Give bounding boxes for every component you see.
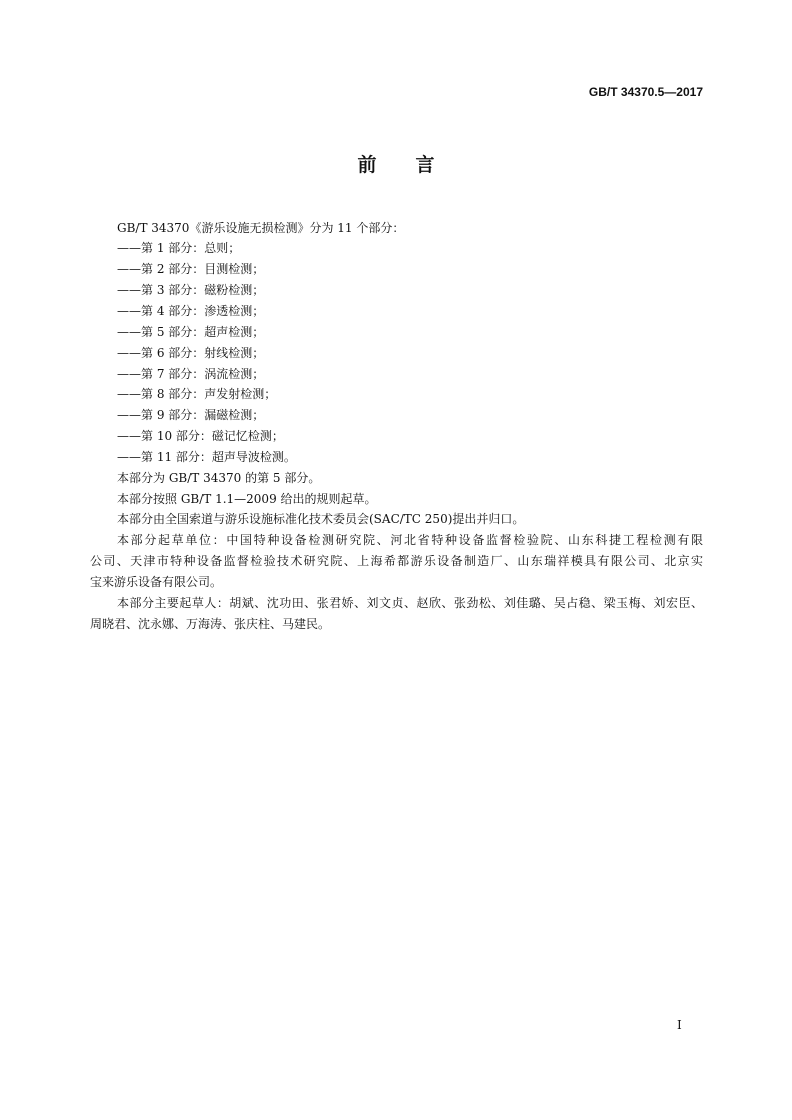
paragraph-line: 宝来游乐设备有限公司。 bbox=[90, 574, 223, 589]
part-list-item: ——第 6 部分：射线检测； bbox=[117, 345, 265, 360]
paragraph-proposer bbox=[90, 509, 703, 530]
standard-number-header: GB/T 34370.5—2017 bbox=[588, 85, 703, 99]
paragraph-line: 周晓君、沈永娜、万海涛、张庆柱、马建民。 bbox=[90, 616, 331, 631]
part-list-item: ——第 11 部分：超声导波检测。 bbox=[117, 449, 296, 464]
intro-line: GB/T 34370《游乐设施无损检测》分为 11 个部分： bbox=[117, 220, 405, 235]
part-list-item: ——第 4 部分：渗透检测； bbox=[117, 303, 265, 318]
paragraph-drafting-rules bbox=[90, 489, 703, 510]
paragraph-line: 本部分由全国索道与游乐设施标准化技术委员会(SAC/TC 250)提出并归口。 bbox=[117, 512, 525, 527]
paragraph-part-statement bbox=[90, 468, 703, 489]
part-list-item: ——第 2 部分：目测检测； bbox=[117, 262, 265, 277]
part-list-item: ——第 9 部分：漏磁检测； bbox=[117, 408, 265, 423]
paragraph-drafting-units bbox=[90, 530, 703, 593]
paragraph-line: 本部分起草单位：中国特种设备检测研究院、河北省特种设备监督检验院、山东科捷工程检测有限 bbox=[117, 533, 703, 548]
part-list-item: ——第 10 部分：磁记忆检测； bbox=[117, 429, 284, 444]
part-list-item: ——第 7 部分：涡流检测； bbox=[117, 366, 265, 381]
paragraph-line: 本部分为 GB/T 34370 的第 5 部分。 bbox=[117, 470, 321, 485]
paragraph-line: 公司、天津市特种设备监督检验技术研究院、上海希都游乐设备制造厂、山东瑞祥模具有限公司、北京实 bbox=[90, 554, 703, 569]
foreword-body bbox=[90, 218, 703, 635]
paragraph-line: 本部分主要起草人：胡斌、沈功田、张君娇、刘文贞、赵欣、张劲松、刘佳璐、吴占稳、梁玉梅、刘宏臣、 bbox=[117, 595, 703, 610]
part-list-item: ——第 8 部分：声发射检测； bbox=[117, 387, 277, 402]
paragraph-main-drafters bbox=[90, 593, 703, 635]
part-list-item: ——第 5 部分：超声检测； bbox=[117, 324, 265, 339]
part-list-item: ——第 3 部分：磁粉检测； bbox=[117, 283, 265, 298]
page-number: I bbox=[677, 1018, 682, 1032]
part-list-item: ——第 1 部分：总则； bbox=[117, 241, 241, 256]
page-title: 前 言 bbox=[357, 154, 445, 176]
paragraph-line: 本部分按照 GB/T 1.1—2009 给出的规则起草。 bbox=[117, 491, 377, 506]
